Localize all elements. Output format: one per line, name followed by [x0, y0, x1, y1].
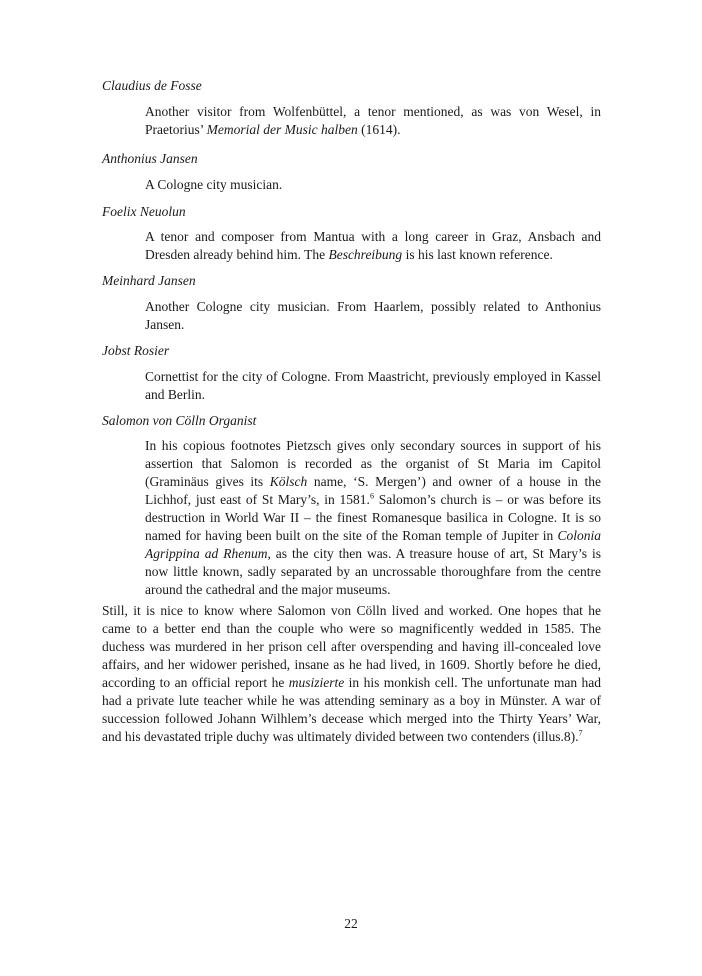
- text-segment: Still, it is nice to know where Salomon von Cölln lived and worked. One hopes that he came to a better end than the couple who were so magnificently wedded in 1585. The duchess was murdered in her prison cell after overspending and having ill-concealed love affairs, and her widower perished, insane as he had lived, in 1609. Shortly before he died, according to an official report he: [102, 603, 601, 690]
- entry-name: [102, 150, 198, 168]
- text-segment: Salomon’s church is – or was before its destruction in World War II – the finest Romanesque basilica in Cologne. It is so named for having been built on the site of the Roman temple of Jupiter in: [145, 492, 601, 543]
- text-segment: A tenor and composer from Mantua with a long career in Graz, Ansbach and Dresden already behind him. The: [145, 229, 601, 262]
- entry-name-text: Jobst Rosier: [102, 343, 170, 358]
- closing-paragraph: [102, 602, 601, 746]
- text-segment: name, ‘S. Mergen’) and owner of a house in the Lichhof, just east of St Mary’s, in 1581.: [145, 474, 601, 507]
- entry-body: [145, 298, 601, 334]
- entry-name: [102, 77, 202, 95]
- entry-body: [145, 228, 601, 264]
- entry-body: [145, 103, 601, 139]
- entry-name: [102, 342, 169, 360]
- entry-name-text: Claudius de Fosse: [102, 78, 202, 93]
- italic-title: Beschreibung: [328, 247, 403, 262]
- text-segment: Another Cologne city musician. From Haarlem, possibly related to Anthonius Jansen.: [145, 299, 601, 332]
- text-segment: In his copious footnotes Pietzsch gives only secondary sources in support of his assertion that Salomon is recorded as the organist of St Maria im Capitol (Graminäus gives its: [145, 438, 601, 489]
- entry-name-text: Foelix Neuolun: [102, 204, 186, 219]
- text-segment: in his monkish cell. The unfortunate man had had a private lute teacher while he was attending seminary as a boy in Münster. A war of succession followed Johann Wilhlem’s decease which merged into the Thirty Years’ War, and his devastated triple duchy was ultimately divided between two contenders (illus.8).: [102, 675, 601, 744]
- entry-body: [145, 437, 601, 599]
- entry-name-text: Anthonius Jansen: [102, 151, 198, 166]
- page-number: 22: [344, 916, 358, 931]
- text-segment: A Cologne city musician.: [145, 177, 283, 192]
- italic-term: Kölsch: [269, 474, 308, 489]
- italic-title: Memorial der Music halben: [206, 122, 358, 137]
- italic-place-name: Colonia Agrippina ad Rhenum: [145, 528, 601, 561]
- text-segment: Cornettist for the city of Cologne. From Maastricht, previously employed in Kassel and Berlin.: [145, 369, 601, 402]
- footnote-marker: 6: [369, 491, 374, 501]
- text-segment: is his last known reference.: [402, 247, 553, 262]
- entry-body: [145, 176, 601, 194]
- text-segment: , as the city then was. A treasure house of art, St Mary’s is now little known, sadly separated by an uncrossable thoroughfare from the centre around the cathedral and the major museums.: [145, 546, 601, 597]
- entry-name-text: Meinhard Jansen: [102, 273, 196, 288]
- entry-body: [145, 368, 601, 404]
- text-segment: Another visitor from Wolfenbüttel, a tenor mentioned, as was von Wesel, in Praetorius’: [145, 104, 601, 137]
- entry-name: [102, 412, 256, 430]
- entry-name: [102, 203, 186, 221]
- footnote-marker: 7: [578, 728, 583, 738]
- entry-name-text: Salomon von Cölln Organist: [102, 413, 257, 428]
- text-segment: (1614).: [357, 122, 401, 137]
- entry-name: [102, 272, 196, 290]
- italic-term: musizierte: [288, 675, 345, 690]
